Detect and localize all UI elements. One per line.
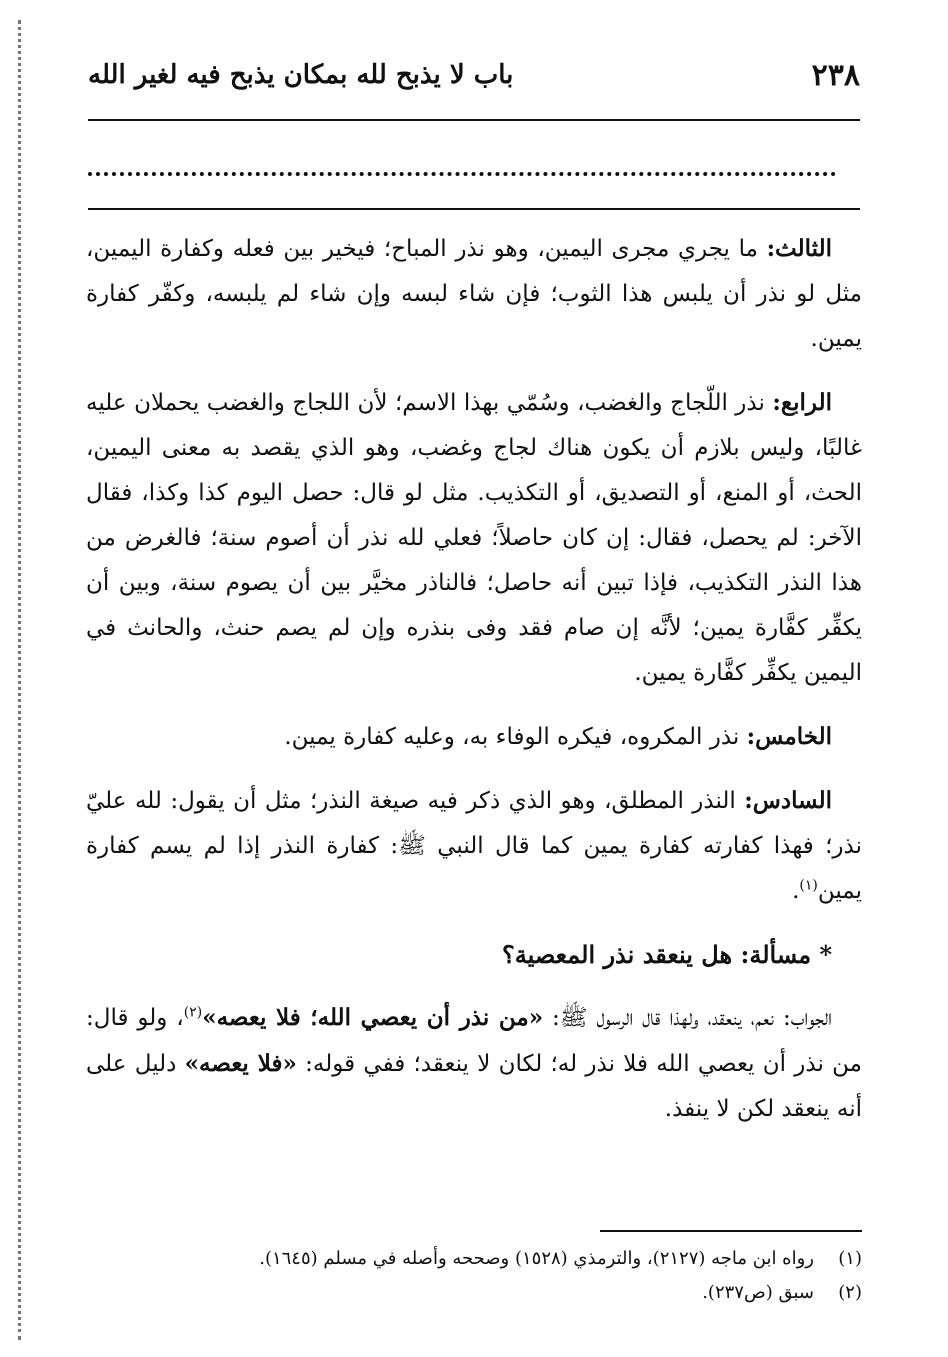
paragraph-lead: الرابع:: [772, 389, 832, 416]
hadith-quote: «من نذر أن يعصي الله؛ فلا يعصه»: [202, 1004, 544, 1031]
binding-edge-dots: [18, 20, 25, 1340]
footnote-ref: (١): [799, 877, 818, 894]
paragraph-lead: الخامس:: [746, 723, 832, 750]
footnote-item: [86, 1242, 862, 1276]
footnote-item: [86, 1276, 862, 1310]
paragraph-lead: السادس:: [744, 787, 832, 814]
main-text: [86, 226, 862, 1150]
paragraph-lead: الثالث:: [766, 235, 832, 262]
page-number: ٢٣٨: [811, 58, 860, 93]
paragraph-text: نذر اللّجاج والغضب، وسُمّي بهذا الاسم؛ لأن اللجاج والغضب يحملان عليه غالبًا، وليس بلازم أن يكون هناك لجاج وغضب، وهو الذي يقصد به معنى اليمين، الحث، أو المنع، أو التصديق، أو التكذيب. مثل لو قال: حصل اليوم كذا وكذا، فقال الآخر: لم يحصل، فقال: إن كان حاصلاً؛ فعلي لله نذر أن أصوم سنة؛ فالغرض من هذا النذر التكذيب، فإذا تبين أنه حاصل؛ فالناذر مخيَّر بين أن يصوم سنة، وبين أن يكفِّر كفَّارة يمين؛ لأنَّه إن صام فقد وفى بنذره وإن لم يصم حنث، والحانث في اليمين يكفِّر كفَّارة يمين.: [86, 390, 862, 686]
paragraph-text: نذر المكروه، فيكره الوفاء به، وعليه كفارة يمين.: [284, 724, 747, 750]
dotted-separator: [88, 172, 836, 176]
running-title: باب لا يذبح لله بمكان يذبح فيه لغير الله: [88, 60, 514, 90]
paragraph-third: [86, 226, 862, 362]
hadith-quote: «فلا يعصه»: [184, 1050, 297, 1077]
footnotes: [86, 1242, 862, 1310]
paragraph-fourth: [86, 380, 862, 696]
answer-end: دليل على أنه ينعقد لكن لا ينفذ.: [86, 1051, 862, 1122]
paragraph-tail: .: [792, 878, 800, 904]
answer-intro: الجواب: نعم، ينعقد، ولهذا قال الرسول ﷺ:: [543, 1005, 832, 1031]
footnote-number: (١): [838, 1248, 862, 1269]
question-heading: * مسألة: هل ينعقد نذر المعصية؟: [502, 940, 832, 969]
section-rule: [88, 208, 860, 210]
paragraph-text: النذر المطلق، وهو الذي ذكر فيه صيغة النذر؛ مثل أن يقول: لله عليّ نذر؛ فهذا كفارته كفارة يمين كما قال النبي ﷺ: كفارة النذر إذا لم يسم كفارة يمين: [86, 788, 862, 904]
answer-middle: ، ولو قال: من نذر أن يعصي الله فلا نذر له؛ لكان لا ينعقد؛ ففي قوله:: [86, 1005, 862, 1077]
paragraph-fifth: [86, 714, 862, 760]
paragraph-text: ما يجري مجرى اليمين، وهو نذر المباح؛ فيخير بين فعله وكفارة اليمين، مثل لو نذر أن يلبس هذا الثوب؛ فإن شاء لبسه وإن شاء لم يلبسه، وكفّر كفارة يمين.: [86, 236, 862, 352]
answer-paragraph: [86, 995, 862, 1132]
footnote-rule: [600, 1230, 862, 1232]
page-header: [88, 58, 860, 98]
footnote-text: سبق (ص٢٣٧).: [702, 1282, 814, 1303]
header-rule: [88, 119, 860, 121]
paragraph-sixth: [86, 778, 862, 914]
footnote-number: (٢): [838, 1282, 862, 1303]
footnote-ref: (٢): [183, 1004, 203, 1021]
footnote-text: رواه ابن ماجه (٢١٢٧)، والترمذي (١٥٢٨) وصححه وأصله في مسلم (١٦٤٥).: [259, 1248, 814, 1269]
